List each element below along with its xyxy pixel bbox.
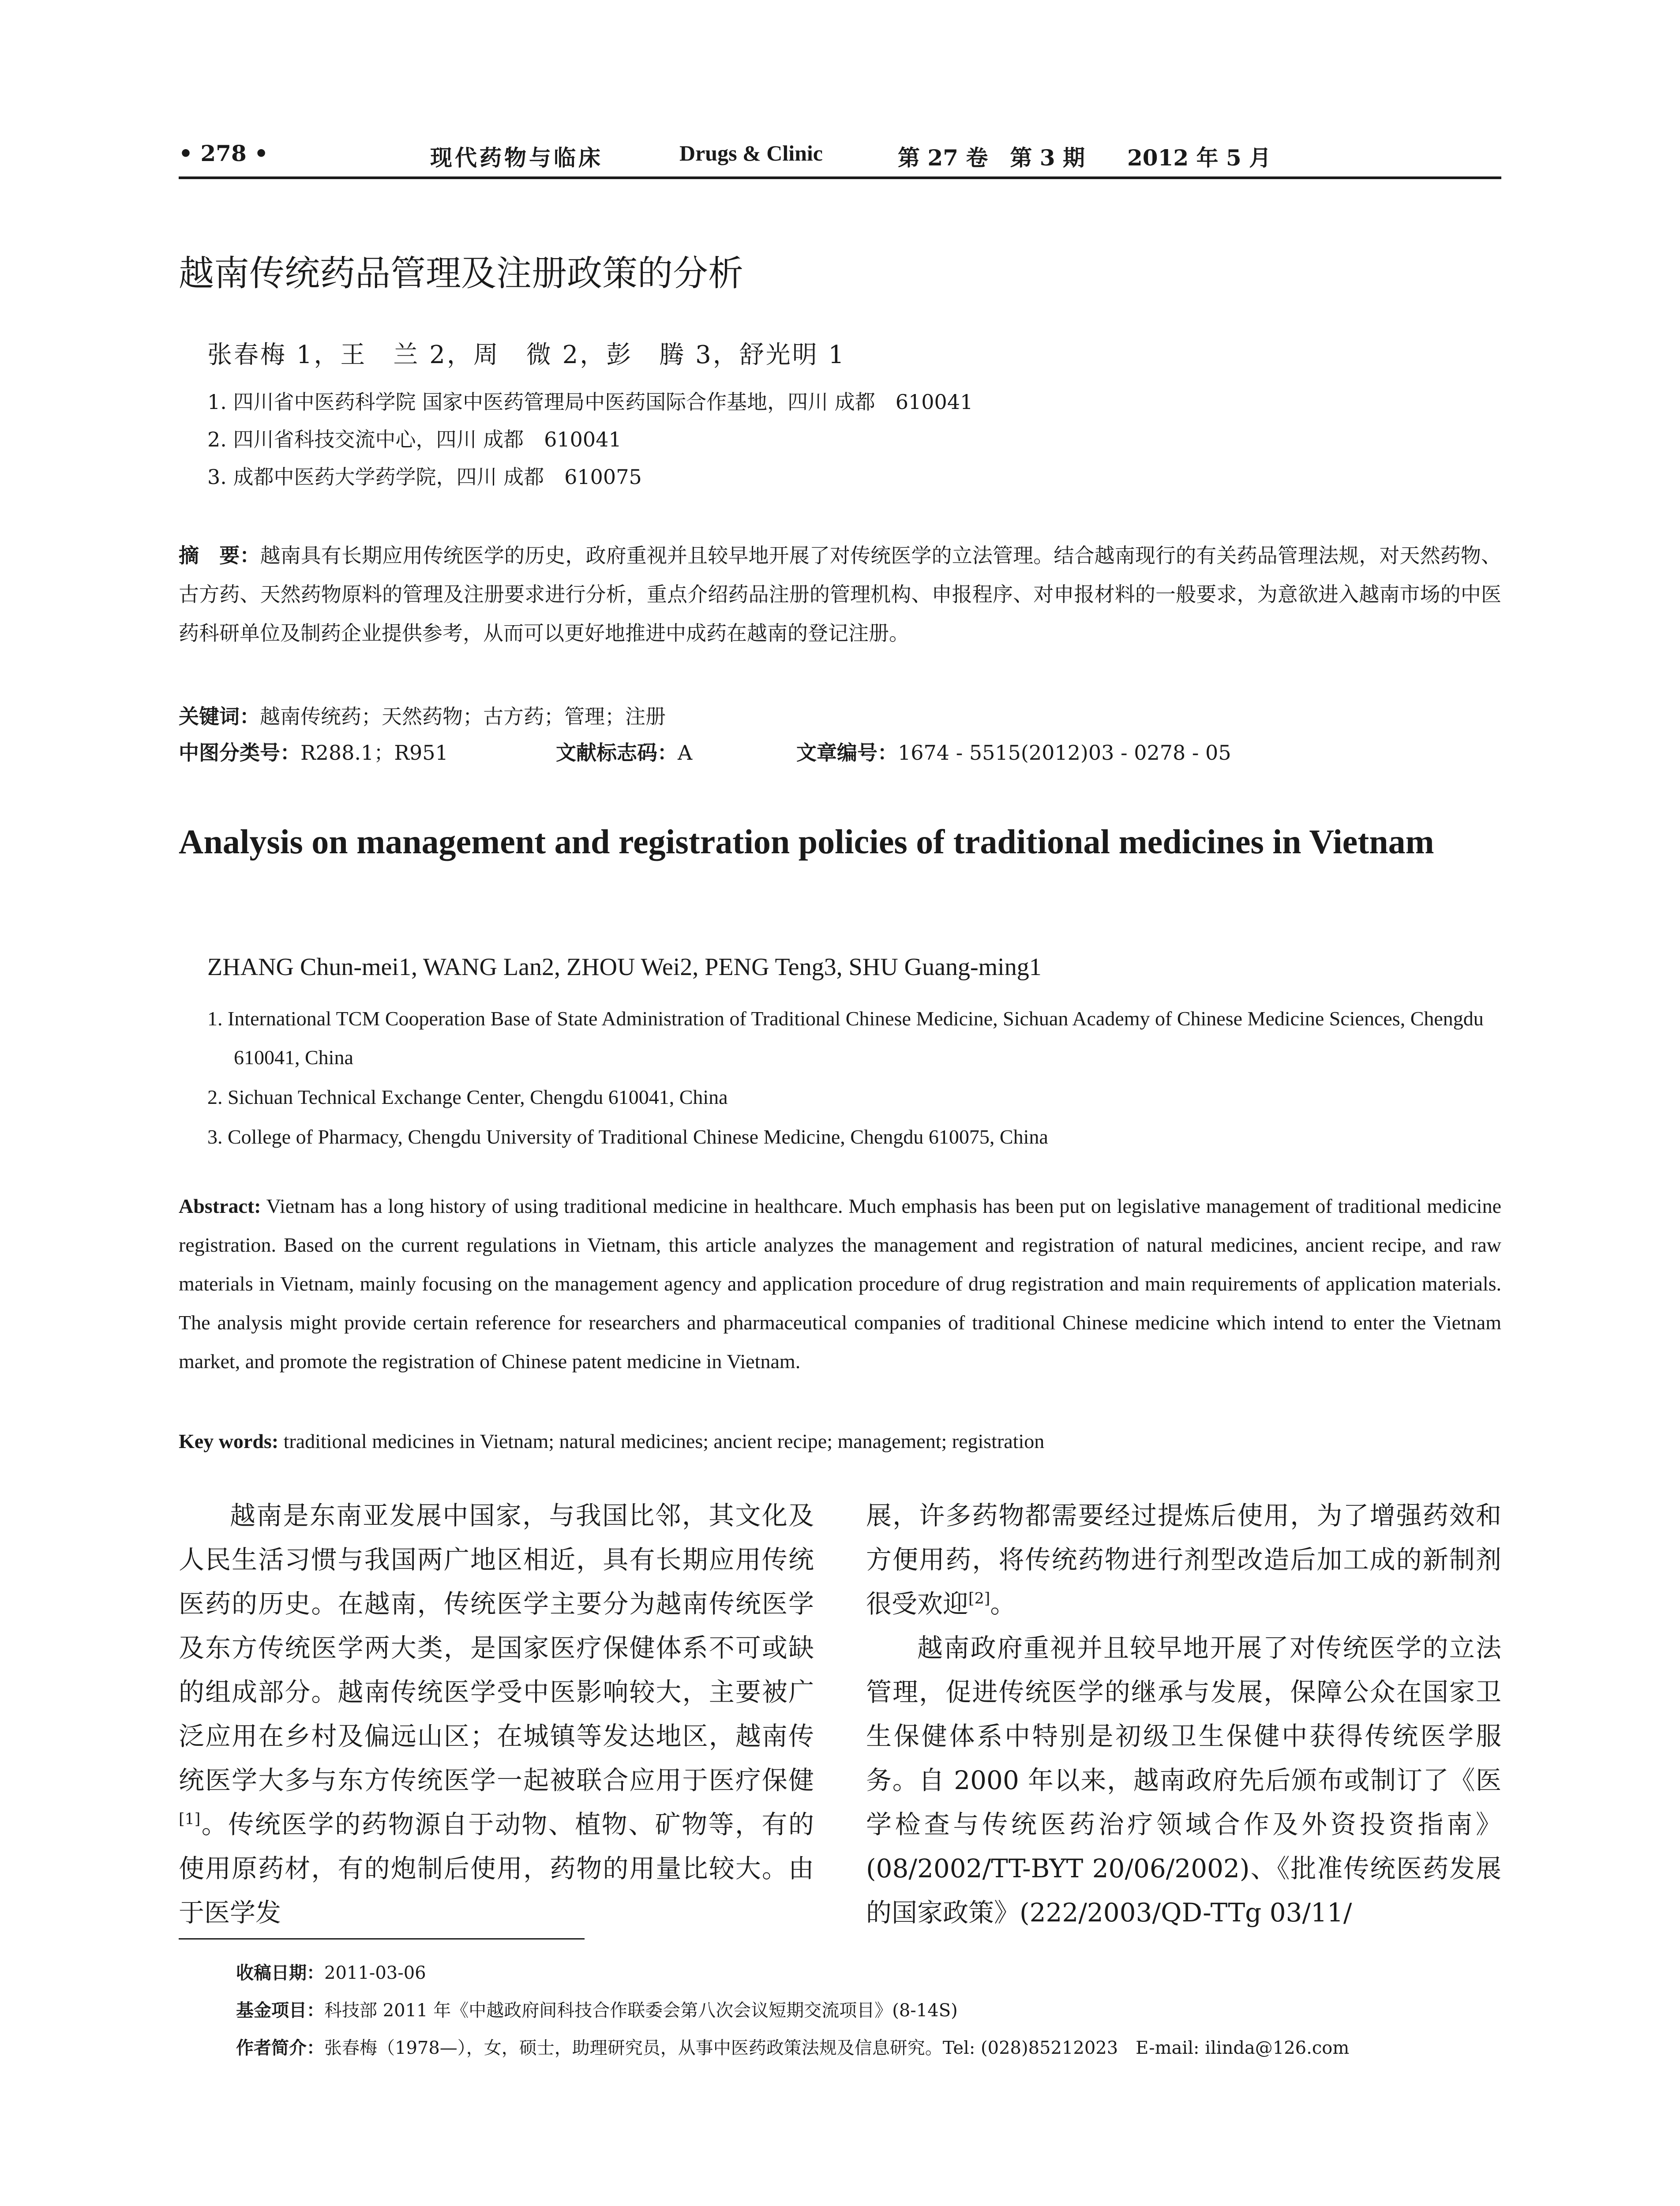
doc-code-value: A bbox=[678, 741, 693, 765]
abstract-cn bbox=[179, 536, 1501, 653]
keywords-en bbox=[179, 1429, 1044, 1453]
keywords-en-label: Key words: bbox=[179, 1430, 279, 1452]
abstract-cn-label: 摘 要： bbox=[179, 544, 260, 567]
keywords-en-text: traditional medicines in Vietnam; natural medicines; ancient recipe; management; registration bbox=[283, 1430, 1045, 1452]
citation-ref[interactable]: [2] bbox=[968, 1590, 990, 1608]
affiliation-cn-2: 2. 四川省科技交流中心，四川 成都 610041 bbox=[207, 428, 622, 451]
article-title-cn: 越南传统药品管理及注册政策的分析 bbox=[179, 253, 743, 294]
clc-value: R288.1；R951 bbox=[300, 741, 448, 765]
footnote-fund: 基金项目：科技部 2011 年《中越政府间科技合作联委会第八次会议短期交流项目》(8-14S) bbox=[236, 2000, 958, 2021]
body-paragraph: 越南是东南亚发展中国家，与我国比邻，其文化及人民生活习惯与我国两广地区相近，具有长期应用传统医药的历史。在越南，传统医学主要分为越南传统医学及东方传统医学两大类，是国家医疗保健体系不可或缺的组成部分。越南传统医学受中医影响较大，主要被广泛应用在乡村及偏远山区；在城镇等发达地区，越南传统医学大多与东方传统医学一起被联合应用于医疗保健[1]。传统医学的药物源自于动物、植物、矿物等，有的使用原药材，有的炮制后使用，药物的用量比较大。由于医学发 bbox=[179, 1501, 814, 1928]
body-paragraph: 越南政府重视并且较早地开展了对传统医学的立法管理，促进传统医学的继承与发展，保障公众在国家卫生保健体系中特别是初级卫生保健中获得传统医学服务。自 2000 年以来，越南政府先后颁布或制订了《医学检查与传统医药治疗领域合作及外资投资指南》(08/2002/TT-BYT 20/06/2002)、《批准传统医药发展的国家政策》(222/2003/QD-TTg 03/11/ bbox=[866, 1633, 1501, 1928]
authors-en: ZHANG Chun-mei1, WANG Lan2, ZHOU Wei2, PENG Teng3, SHU Guang-ming1 bbox=[207, 953, 1042, 981]
doc-code-label: 文献标志码： bbox=[556, 741, 678, 765]
clc-label: 中图分类号： bbox=[179, 741, 300, 765]
abstract-en-text: Vietnam has a long history of using traditional medicine in healthcare. Much emphasis has been put on legislative management of traditional medicine registration. Based on the current regulations in Vietnam, this article analyzes the management and registration of natural medicines, ancient recipe, and raw materials in Vietnam, mainly focusing on the management agency and application procedure of drug registration and main requirements of application materials. The analysis might provide certain reference for researchers and pharmaceutical companies of traditional Chinese medicine which intend to enter the Vietnam market, and promote the registration of Chinese patent medicine in Vietnam. bbox=[179, 1195, 1502, 1373]
journal-name-en: Drugs & Clinic bbox=[679, 141, 823, 165]
header-rule bbox=[179, 176, 1501, 179]
authors-cn: 张春梅 1，王 兰 2，周 微 2，彭 腾 3，舒光明 1 bbox=[207, 341, 846, 369]
abstract-cn-text: 越南具有长期应用传统医学的历史，政府重视并且较早地开展了对传统医学的立法管理。结合越南现行的有关药品管理法规，对天然药物、古方药、天然药物原料的管理及注册要求进行分析，重点介绍药品注册的管理机构、申报程序、对申报材料的一般要求，为意欲进入越南市场的中医药科研单位及制药企业提供参考，从而可以更好地推进中成药在越南的登记注册。 bbox=[179, 544, 1501, 645]
footnote-rule bbox=[179, 1938, 585, 1940]
article-number-label: 文章编号： bbox=[796, 741, 898, 765]
citation-ref[interactable]: [1] bbox=[179, 1810, 201, 1828]
keywords-cn bbox=[179, 697, 1501, 736]
article-title-en: Analysis on management and registration policies of traditional medicines in Vietnam bbox=[179, 822, 1434, 861]
keywords-cn-label: 关键词： bbox=[179, 705, 260, 728]
issue-date: 2012 年 5 月 bbox=[1127, 145, 1271, 171]
affiliation-cn-3: 3. 成都中医药大学药学院，四川 成都 610075 bbox=[207, 465, 642, 489]
body-column-right bbox=[866, 1493, 1501, 1935]
affiliation-en-2: 2. Sichuan Technical Exchange Center, Chengdu 610041, China bbox=[207, 1086, 728, 1108]
abstract-en-label: Abstract: bbox=[179, 1195, 261, 1217]
journal-name-cn: 现代药物与临床 bbox=[430, 145, 603, 171]
article-number-value: 1674 - 5515(2012)03 - 0278 - 05 bbox=[898, 741, 1231, 765]
body-paragraph: 展，许多药物都需要经过提炼后使用，为了增强药效和方便用药，将传统药物进行剂型改造后加工成的新制剂很受欢迎[2]。 bbox=[866, 1501, 1501, 1619]
affiliation-en-3: 3. College of Pharmacy, Chengdu University of Traditional Chinese Medicine, Chengdu 610075, China bbox=[207, 1126, 1048, 1148]
keywords-cn-text: 越南传统药；天然药物；古方药；管理；注册 bbox=[260, 705, 666, 728]
footnote-author: 作者简介：张春梅（1978—），女，硕士，助理研究员，从事中医药政策法规及信息研究。Tel: (028)85212023 E-mail: ilinda@126.com bbox=[236, 2038, 1350, 2058]
abstract-en bbox=[179, 1187, 1501, 1381]
footnote-received: 收稿日期：2011-03-06 bbox=[236, 1963, 426, 1983]
body-column-left bbox=[179, 1493, 814, 1935]
volume-issue: 第 27 卷 第 3 期 bbox=[898, 145, 1085, 171]
affiliation-en-1: 1. International TCM Cooperation Base of State Administration of Traditional Chinese Medicine, Sichuan Academy of Chinese Medicine Sciences, Chengdu 610041, China bbox=[207, 1007, 1484, 1069]
affiliation-cn-1: 1. 四川省中医药科学院 国家中医药管理局中医药国际合作基地，四川 成都 610041 bbox=[207, 390, 973, 414]
page-number: • 278 • bbox=[179, 140, 269, 166]
